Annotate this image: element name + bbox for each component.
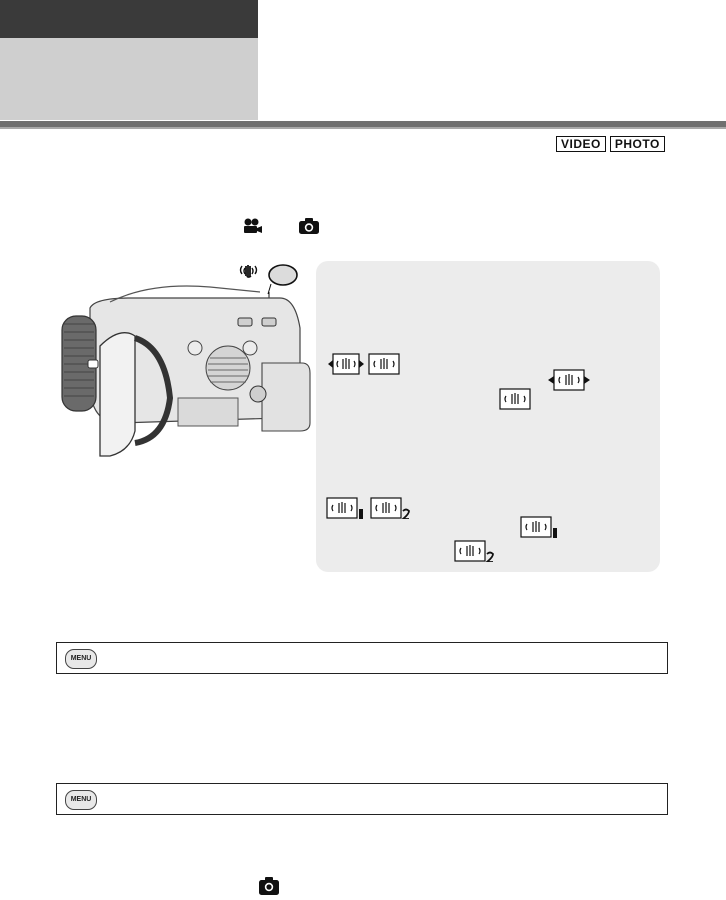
menu-button[interactable]: MENU bbox=[65, 790, 97, 810]
ois-active-icon-inline bbox=[548, 369, 590, 396]
ois-mode1-icon-inline bbox=[520, 516, 560, 543]
ois-mode2-icon-inline bbox=[454, 540, 496, 567]
chapter-header-dark bbox=[0, 0, 258, 38]
photo-badge: PHOTO bbox=[610, 136, 665, 152]
info-box bbox=[316, 261, 660, 572]
chapter-header-light bbox=[0, 38, 258, 120]
header-rule-light bbox=[0, 127, 726, 129]
ois-mode2-icon bbox=[370, 497, 412, 524]
ois-mode1-icon bbox=[326, 497, 366, 524]
menu-button[interactable]: MENU bbox=[65, 649, 97, 669]
menu-operation-row-2 bbox=[56, 783, 668, 815]
ois-icon-inline bbox=[499, 388, 531, 415]
mode-icons bbox=[242, 217, 320, 240]
photo-mode-icon-bottom bbox=[258, 876, 280, 900]
menu-operation-row-1 bbox=[56, 642, 668, 674]
ois-icon bbox=[368, 353, 400, 380]
mode-badges bbox=[556, 136, 665, 152]
camcorder-illustration bbox=[50, 258, 315, 473]
photo-mode-icon bbox=[298, 217, 320, 240]
video-badge: VIDEO bbox=[556, 136, 606, 152]
ois-active-icon bbox=[328, 353, 364, 380]
video-mode-icon bbox=[242, 218, 262, 239]
